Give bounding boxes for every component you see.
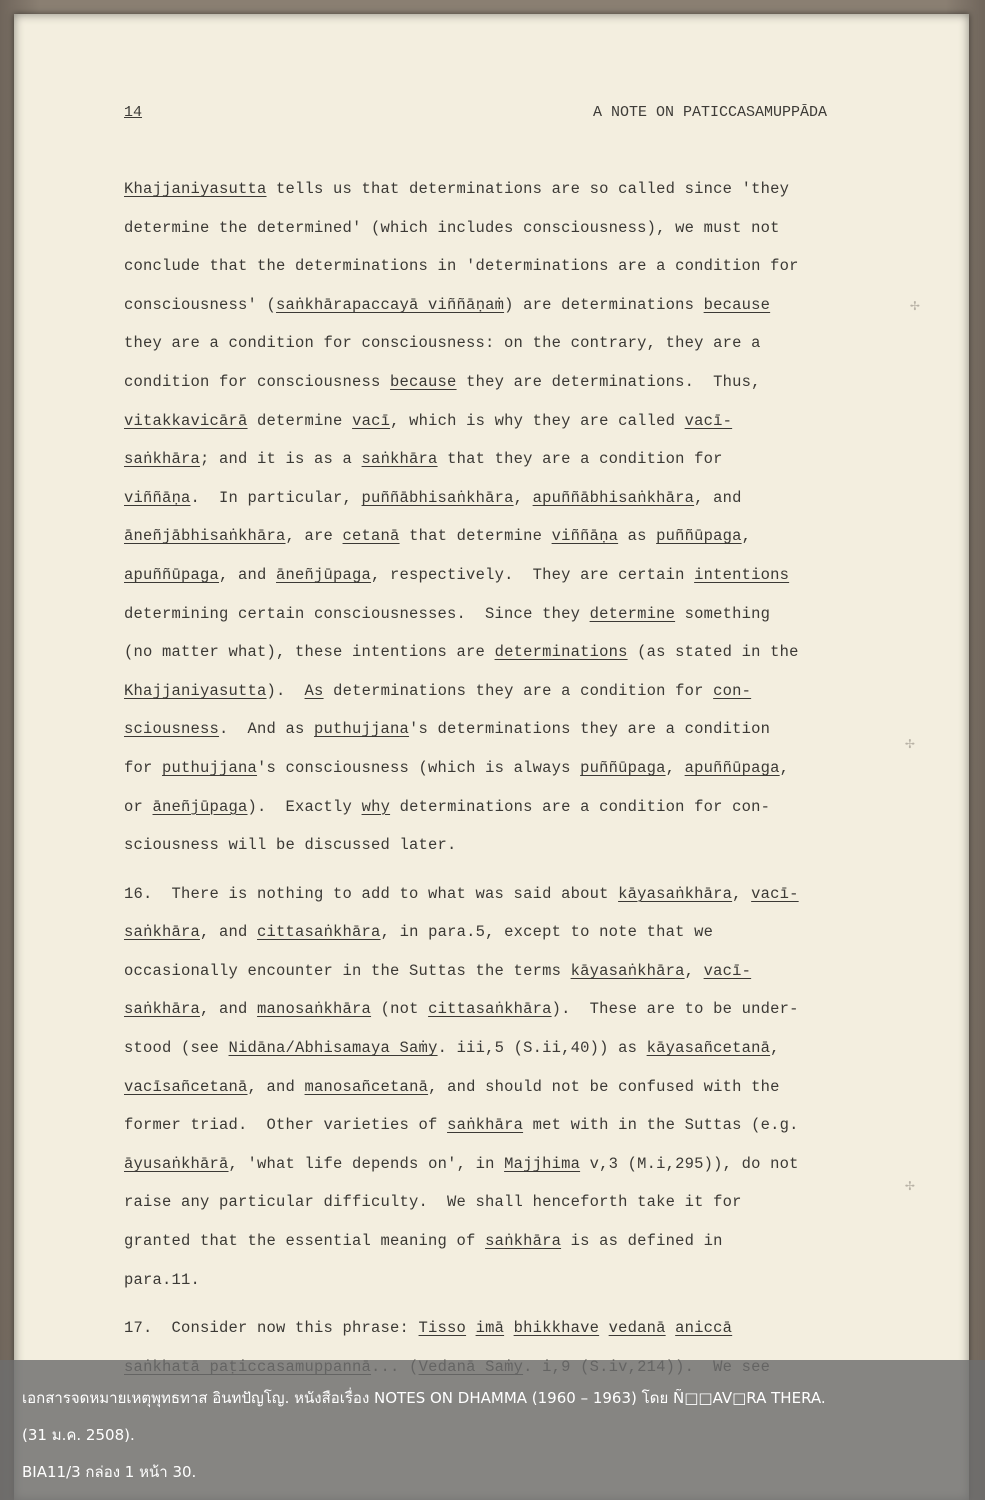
text-line xyxy=(124,913,844,952)
text-line xyxy=(124,1261,844,1300)
underlined-term: intentions xyxy=(694,565,790,584)
text-run: condition for consciousness xyxy=(124,372,391,391)
text-run: , respectively. They are certain xyxy=(371,565,695,584)
text-line xyxy=(124,1222,844,1261)
underlined-term: cetanā xyxy=(342,527,400,546)
underlined-term: viññāṇa xyxy=(124,488,191,507)
underlined-term: āneñjābhisaṅkhāra xyxy=(124,527,286,546)
paragraph-gap xyxy=(124,1299,844,1309)
archive-caption xyxy=(0,1360,985,1500)
underlined-term: vacī- xyxy=(703,961,752,980)
underlined-term: cittasaṅkhāra xyxy=(257,923,381,942)
text-run: , and should not be confused with the xyxy=(428,1077,780,1096)
caption-line: BIA11/3 กล่อง 1 หน้า 30. xyxy=(22,1463,197,1481)
text-run: something xyxy=(675,604,771,623)
underlined-term: vacī- xyxy=(684,411,733,430)
underlined-term: con- xyxy=(713,681,752,700)
text-line xyxy=(124,1068,844,1107)
text-line xyxy=(124,324,844,363)
text-run xyxy=(504,1319,514,1337)
text-run: met with in the Suttas (e.g. xyxy=(523,1116,799,1135)
underlined-term: sciousness xyxy=(124,720,220,739)
underlined-term: puthujjana xyxy=(314,720,410,739)
scan-speck xyxy=(910,295,920,305)
text-line xyxy=(124,479,844,518)
text-run: , which is why they are called xyxy=(390,411,685,430)
text-run: that determine xyxy=(399,527,552,546)
underlined-term: aniccā xyxy=(675,1319,733,1338)
running-title: A NOTE ON PATICCASAMUPPĀDA xyxy=(592,104,827,121)
text-run: consciousness' ( xyxy=(124,295,277,314)
underlined-term: vedanā xyxy=(608,1319,666,1338)
text-line xyxy=(124,1106,844,1145)
text-line xyxy=(124,1029,844,1068)
text-run: para.11. xyxy=(124,1270,201,1289)
text-line xyxy=(124,595,844,634)
text-run: determine xyxy=(247,411,353,430)
underlined-term: vacīsañcetanā xyxy=(124,1077,248,1096)
text-line xyxy=(124,1145,844,1184)
underlined-term: vacī xyxy=(352,411,391,430)
caption-line: (31 ม.ค. 2508). xyxy=(22,1426,135,1444)
underlined-term: kāyasañcetanā xyxy=(646,1039,771,1058)
underlined-term: because xyxy=(703,295,771,314)
text-run: as xyxy=(618,527,657,546)
scan-speck xyxy=(905,1175,915,1185)
underlined-term: Majjhima xyxy=(504,1154,581,1173)
text-run: , xyxy=(684,961,704,980)
text-run: stood (see xyxy=(124,1039,229,1058)
text-run: . In particular, xyxy=(190,488,362,507)
text-run: (as stated in the xyxy=(627,643,799,662)
underlined-term: vitakkavicārā xyxy=(124,411,248,430)
text-run: (not xyxy=(371,1000,429,1019)
text-line xyxy=(124,170,844,209)
text-run: , and xyxy=(200,1000,258,1019)
text-run: , and xyxy=(694,488,742,507)
underlined-term: imā xyxy=(475,1319,505,1338)
text-run: they are a condition for consciousness: on the contrary, they are a xyxy=(124,334,761,353)
text-run: former triad. Other varieties of xyxy=(124,1116,448,1135)
underlined-term: apuññūpaga xyxy=(124,565,220,584)
text-run: ). Exactly xyxy=(247,797,362,816)
text-run: , in para.5, except to note that we xyxy=(380,923,714,942)
text-run: , are xyxy=(285,527,343,546)
underlined-term: saṅkhāra xyxy=(361,450,438,469)
text-run: , and xyxy=(219,565,277,584)
document-body xyxy=(124,170,844,1386)
text-run: , xyxy=(513,488,533,507)
text-run: , xyxy=(770,1039,780,1058)
text-run xyxy=(466,1319,476,1337)
text-run: tells us that determinations are so called since 'they xyxy=(266,180,790,198)
underlined-term: puthujjana xyxy=(162,758,258,777)
text-run xyxy=(666,1319,676,1337)
underlined-term: saṅkhāra xyxy=(447,1116,524,1135)
text-run: determinations they are a condition for xyxy=(323,681,714,700)
text-run: or xyxy=(124,797,153,816)
text-run: , 'what life depends on', in xyxy=(228,1154,505,1173)
underlined-term: manosañcetanā xyxy=(304,1077,429,1096)
text-run: is as defined in xyxy=(561,1232,723,1251)
text-line xyxy=(124,633,844,672)
underlined-term: apuññūpaga xyxy=(684,758,780,777)
text-line xyxy=(124,672,844,711)
text-run: ) are determinations xyxy=(504,295,704,314)
text-run: , xyxy=(732,884,752,903)
text-line xyxy=(124,402,844,441)
paragraph-gap xyxy=(124,865,844,875)
text-run: they are determinations. Thus, xyxy=(456,372,761,391)
text-run: (no matter what), these intentions are xyxy=(124,643,495,662)
text-run: that they are a condition for xyxy=(437,450,723,469)
underlined-term: puññābhisaṅkhāra xyxy=(361,488,514,507)
underlined-term: saṅkhāra xyxy=(124,450,201,469)
text-run: , xyxy=(779,758,790,777)
text-run: occasionally encounter in the Suttas the terms xyxy=(124,961,571,980)
text-run: 16. There is nothing to add to what was said about xyxy=(124,884,619,903)
text-line xyxy=(124,788,844,827)
text-run: 's consciousness (which is always xyxy=(257,758,581,777)
text-line xyxy=(124,749,844,788)
text-line xyxy=(124,440,844,479)
underlined-term: cittasaṅkhāra xyxy=(428,1000,552,1019)
text-run: ). These are to be under- xyxy=(551,1000,799,1019)
text-line xyxy=(124,209,844,248)
text-run: . iii,5 (S.ii,40)) as xyxy=(437,1039,647,1058)
text-run: determinations are a condition for con- xyxy=(390,797,771,816)
text-run: 17. Consider now this phrase: xyxy=(124,1319,419,1338)
underlined-term: saṅkhāra xyxy=(124,923,201,942)
text-run: . And as xyxy=(219,720,315,739)
text-line xyxy=(124,556,844,595)
text-run: conclude that the determinations in 'determinations are a condition for xyxy=(124,257,799,276)
text-line xyxy=(124,990,844,1029)
text-line xyxy=(124,1183,844,1222)
underlined-term: manosaṅkhāra xyxy=(257,1000,372,1019)
underlined-term: apuññābhisaṅkhāra xyxy=(532,488,695,507)
text-line xyxy=(124,286,844,325)
caption-line: เอกสารจดหมายเหตุพุทธทาส อินทปัญโญ. หนังสือเรื่อง NOTES ON DHAMMA (1960 – 1963) โดย Ñ□□AV□RA THERA. xyxy=(22,1389,826,1407)
underlined-term: āneñjūpaga xyxy=(276,565,372,584)
underlined-term: bhikkhave xyxy=(513,1319,600,1338)
underlined-term: As xyxy=(304,681,324,700)
text-run: for xyxy=(124,758,163,777)
text-line xyxy=(124,875,844,914)
text-run: v,3 (M.i,295)), do not xyxy=(580,1154,799,1173)
text-run: sciousness will be discussed later. xyxy=(124,836,457,855)
text-line xyxy=(124,710,844,749)
text-run: determining certain consciousnesses. Since they xyxy=(124,604,590,623)
underlined-term: determinations xyxy=(494,643,628,662)
underlined-term: Khajjaniyasutta xyxy=(124,180,267,198)
text-run: , xyxy=(741,527,752,546)
underlined-term: kāyasaṅkhāra xyxy=(570,961,685,980)
underlined-term: puññūpaga xyxy=(580,758,666,777)
underlined-term: puññūpaga xyxy=(656,527,742,546)
underlined-term: āneñjūpaga xyxy=(152,797,248,816)
underlined-term: viññāṇa xyxy=(551,527,619,546)
text-line xyxy=(124,517,844,556)
text-line xyxy=(124,826,844,865)
underlined-term: determine xyxy=(589,604,676,623)
text-line xyxy=(124,247,844,286)
underlined-term: āyusaṅkhārā xyxy=(124,1154,229,1173)
text-run: ; and it is as a xyxy=(200,450,362,469)
underlined-term: Tisso xyxy=(418,1319,467,1338)
text-line xyxy=(124,952,844,991)
text-run: granted that the essential meaning of xyxy=(124,1232,486,1251)
text-run: , xyxy=(665,758,685,777)
underlined-term: Nidāna/Abhisamaya Saṁy xyxy=(228,1039,438,1058)
underlined-term: saṅkhāra xyxy=(485,1232,562,1251)
text-run xyxy=(599,1319,609,1337)
text-run: raise any particular difficulty. We shall henceforth take it for xyxy=(124,1193,742,1212)
text-run: 's determinations they are a condition xyxy=(409,720,771,739)
text-line xyxy=(124,363,844,402)
underlined-term: Khajjaniyasutta xyxy=(124,681,267,700)
page-number: 14 xyxy=(124,104,143,121)
scan-speck xyxy=(905,733,915,743)
underlined-term: because xyxy=(390,372,457,391)
underlined-term: kāyasaṅkhāra xyxy=(618,884,733,903)
text-line xyxy=(124,1309,844,1348)
text-run: ). xyxy=(266,681,305,700)
underlined-term: saṅkhāra xyxy=(124,1000,201,1019)
underlined-term: saṅkhārapaccayā viññāṇaṁ xyxy=(276,295,505,314)
underlined-term: why xyxy=(361,797,391,816)
text-run: , and xyxy=(200,923,258,942)
underlined-term: vacī- xyxy=(751,884,799,903)
text-run: , and xyxy=(247,1077,305,1096)
text-run: determine the determined' (which includes consciousness), we must not xyxy=(124,218,780,237)
